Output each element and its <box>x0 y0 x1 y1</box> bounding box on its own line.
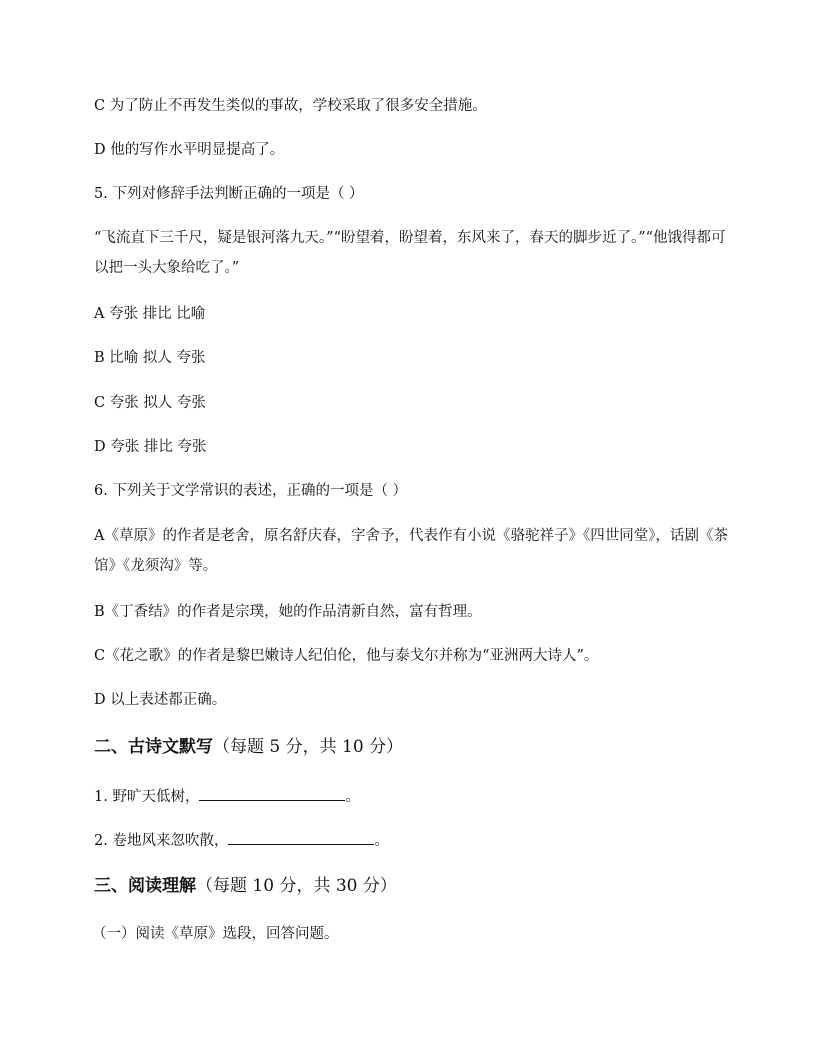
q5-option-a: A 夸张 排比 比喻 <box>94 306 206 322</box>
q5-stem: 5. 下列对修辞手法判断正确的一项是（ ） <box>94 186 364 202</box>
section3-part1: （一）阅读《草原》选段，回答问题。 <box>92 926 339 942</box>
section2-q2-suffix: 。 <box>374 833 389 849</box>
q6-option-c: C《花之歌》的作者是黎巴嫩诗人纪伯伦，他与泰戈尔并称为“亚洲两大诗人”。 <box>94 648 599 664</box>
section2-score: （每题 5 分，共 10 分） <box>213 737 404 757</box>
q4-option-d: D 他的写作水平明显提高了。 <box>94 142 285 158</box>
section2-q1-prefix: 1. 野旷天低树， <box>94 789 200 805</box>
q6-option-a: A《草原》的作者是老舍，原名舒庆春，字舍予，代表作有小说《骆驼祥子》《四世同堂》，话剧《茶馆》《龙须沟》等。 <box>94 528 728 574</box>
q5-quote: “飞流直下三千尺，疑是银河落九天。”“盼望着，盼望着，东风来了，春天的脚步近了。”“他饿得都可以把一头大象给吃了。” <box>94 230 726 276</box>
section2-q1 <box>94 786 360 807</box>
section2-q2 <box>94 830 389 851</box>
section2-q2-prefix: 2. 卷地风来忽吹散， <box>94 833 229 849</box>
section3-score: （每题 10 分，共 30 分） <box>196 876 397 896</box>
q5-option-c: C 夸张 拟人 夸张 <box>94 395 206 411</box>
section3-heading <box>94 875 397 897</box>
section2-heading <box>94 736 403 758</box>
q5-option-b: B 比喻 拟人 夸张 <box>94 350 206 366</box>
answer-blank-1[interactable] <box>199 786 345 801</box>
section3-title: 三、阅读理解 <box>94 876 196 896</box>
answer-blank-2[interactable] <box>228 830 374 845</box>
section2-title: 二、古诗文默写 <box>94 737 213 757</box>
q6-option-d: D 以上表述都正确。 <box>94 692 227 708</box>
section2-q1-suffix: 。 <box>345 789 360 805</box>
q6-stem: 6. 下列关于文学常识的表述，正确的一项是（ ） <box>94 483 408 499</box>
q4-option-c: C 为了防止不再发生类似的事故，学校采取了很多安全措施。 <box>94 98 487 114</box>
q5-option-d: D 夸张 排比 夸张 <box>94 439 207 455</box>
q6-option-b: B《丁香结》的作者是宗璞，她的作品清新自然，富有哲理。 <box>94 604 482 620</box>
